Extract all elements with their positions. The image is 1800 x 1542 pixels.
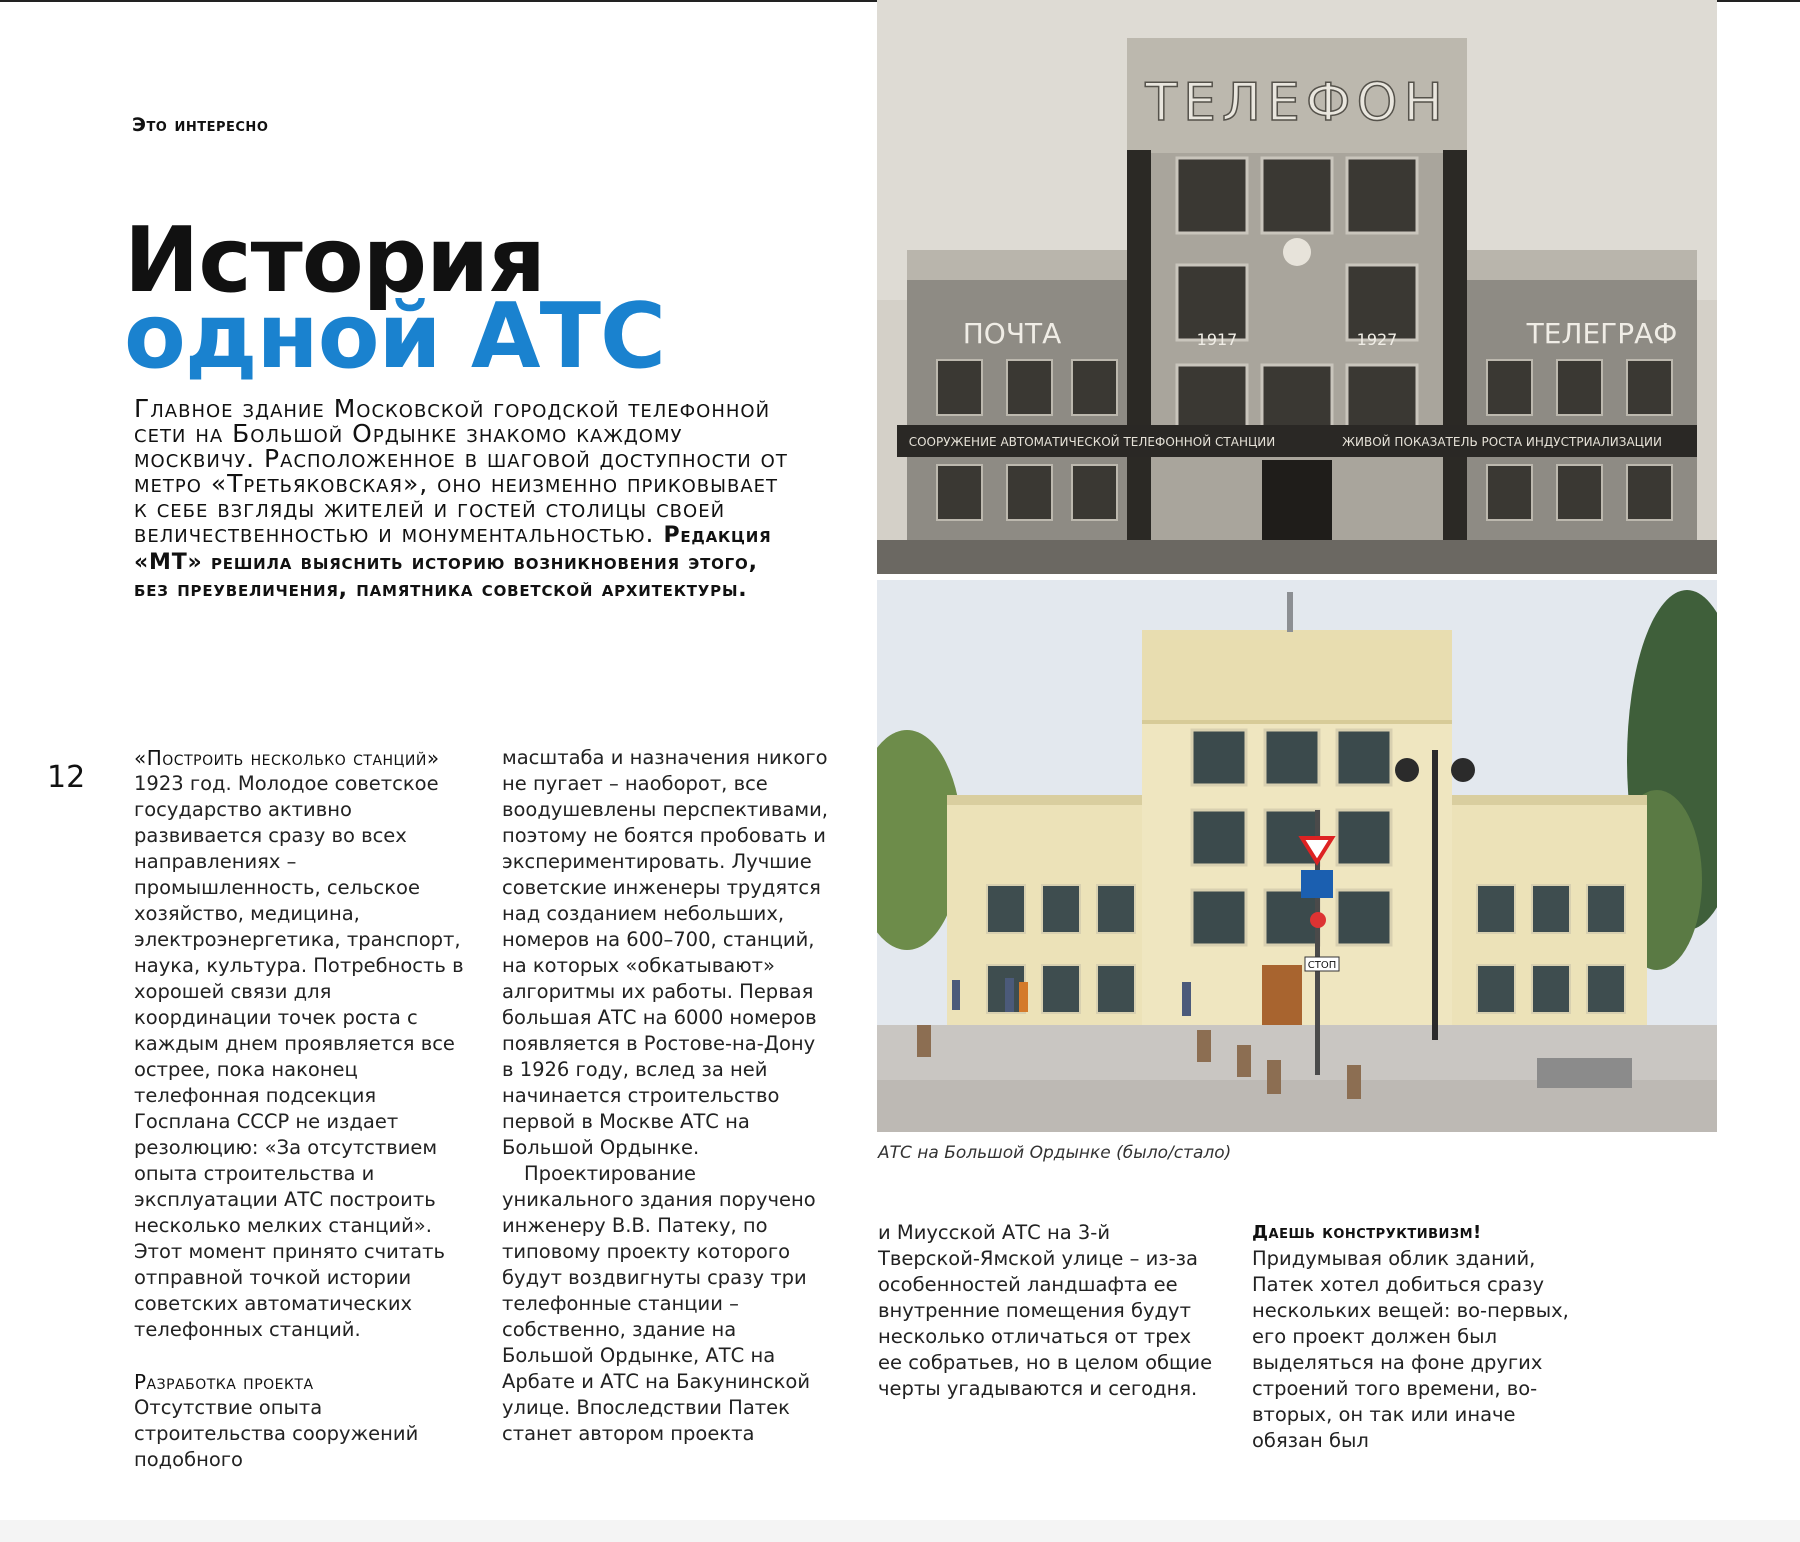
archival-photo bbox=[877, 0, 1717, 574]
sign-telegraph: ТЕЛЕГРАФ bbox=[1526, 317, 1678, 350]
body-paragraph: Проектирование уникального здания поручено инженеру В.В. Патеку, по типовому проекту которого будут воздвигнуты сразу три телефонные станции – собственно, здание на Большой Ордынке, АТС на Арбате и АТС на Бакунинской улице. Впоследствии Патек станет автором проекта bbox=[502, 1162, 816, 1445]
page-number: 12 bbox=[47, 760, 86, 795]
year-left: 1917 bbox=[1196, 330, 1238, 349]
lead-paragraph bbox=[134, 396, 794, 602]
body-paragraph: 1923 год. Молодое советское государство активно развивается сразу во всех направлениях – промышленность, сельское хозяйство, медицина, электроэнергетика, транспорт, наука, культура. Потребность в хорошей связи для координации точек роста с каждым днем проявляется все острее, пока наконец телефонная подсекция Госплана СССР не издает резолюцию: «За отсутствием опыта строительства и эксплуатации АТС построить несколько мелких станций». Этот момент принято считать отправной точкой истории советских автоматических телефонных станций. bbox=[134, 772, 464, 1341]
text-column-4 bbox=[1252, 1220, 1592, 1454]
bottom-edge bbox=[0, 1520, 1800, 1542]
article-title-line1: История bbox=[124, 208, 545, 313]
sign-telephone: ТЕЛЕФОН bbox=[1145, 73, 1449, 133]
body-paragraph: масштаба и назначения никого не пугает – наоборот, все воодушевлены перспективами, поэтому не боятся пробовать и экспериментировать. Лучшие советские инженеры трудятся над созданием небольших, номеров на 600–700, станций, на которых «обкатывают» алгоритмы их работы. Первая большая АТС на 6000 номеров появляется в Ростове-на-Дону в 1926 году, вслед за ней начинается строительство первой в Москве АТС на Большой Ордынке. bbox=[502, 746, 828, 1159]
body-paragraph: Придумывая облик зданий, Патек хотел добиться сразу нескольких вещей: во-первых, его проект должен был выделяться на фоне других строений того времени, во-вторых, он так или иначе обязан был bbox=[1252, 1247, 1569, 1452]
modern-photo bbox=[877, 580, 1717, 1132]
text-column-3 bbox=[878, 1220, 1218, 1402]
archival-photo-illustration bbox=[877, 0, 1717, 574]
subheading-build-stations: «Построить несколько станций» bbox=[134, 746, 440, 770]
banner-right: ЖИВОЙ ПОКАЗАТЕЛЬ РОСТА ИНДУСТРИАЛИЗАЦИИ bbox=[1342, 435, 1662, 449]
text-column-2 bbox=[502, 745, 832, 1447]
article-title-line2: одной АТС bbox=[124, 284, 666, 389]
year-right: 1927 bbox=[1356, 330, 1398, 349]
banner-left: СООРУЖЕНИЕ АВТОМАТИЧЕСКОЙ ТЕЛЕФОННОЙ СТАНЦИИ bbox=[908, 435, 1276, 449]
lead-bold-text: Редакция «МТ» решила выяснить историю возникновения этого, без преувеличения, памятника советской архитектуры. bbox=[134, 523, 772, 602]
subheading-constructivism: Даешь конструктивизм! bbox=[1252, 1222, 1482, 1243]
body-paragraph: Отсутствие опыта строительства сооружений подобного bbox=[134, 1396, 419, 1471]
body-paragraph: и Миусской АТС на 3-й Тверской-Ямской улице – из-за особенностей ландшафта ее внутренние помещения будут несколько отличаться от трех ее собратьев, но в целом общие черты угадываются и сегодня. bbox=[878, 1221, 1213, 1400]
section-rubric: Это интересно bbox=[132, 114, 269, 136]
text-column-1 bbox=[134, 745, 474, 1473]
modern-photo-illustration bbox=[877, 580, 1717, 1132]
lead-text: Главное здание Московской городской телефонной сети на Большой Ордынке знакомо каждому москвичу. Расположенное в шаговой доступности от метро «Третьяковская», оно неизменно приковывает к себе взгляды жителей и гостей столицы своей величественностью и монументальностью. bbox=[134, 394, 788, 548]
stop-sign-text: СТОП bbox=[1307, 960, 1337, 971]
sign-post: ПОЧТА bbox=[962, 317, 1062, 350]
subheading-project-development: Разработка проекта bbox=[134, 1370, 314, 1394]
photo-caption: АТС на Большой Ордынке (было/стало) bbox=[878, 1143, 1232, 1163]
